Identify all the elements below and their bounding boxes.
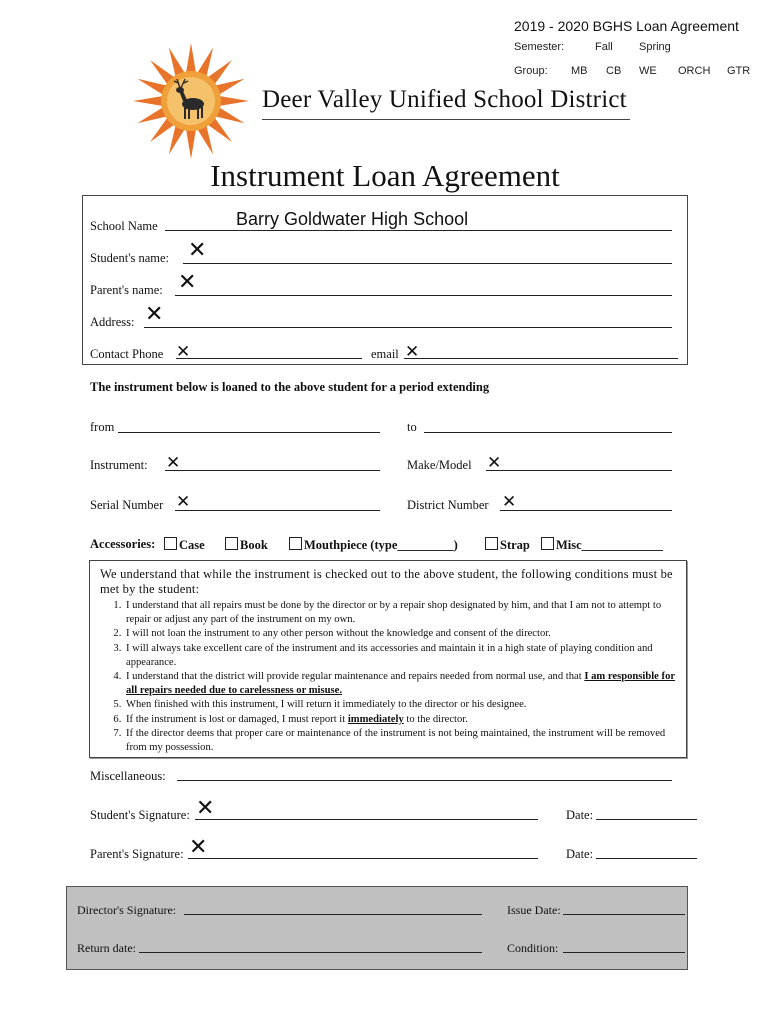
instrument-line[interactable] (165, 470, 380, 471)
parent-signature-line[interactable] (188, 858, 538, 859)
student-date-label: Date: (566, 808, 594, 822)
address-line[interactable] (144, 327, 672, 328)
student-signature-x-mark: ✕ (196, 796, 215, 821)
district-name: Deer Valley Unified School District (262, 86, 627, 113)
from-label: from (90, 420, 115, 434)
parent-signature-label: Parent's Signature: (90, 847, 184, 861)
school-name-value[interactable]: Barry Goldwater High School (236, 209, 469, 229)
term-item-5: 5. When finished with this instrument, I will return it immediately to the director or his designee. (124, 698, 676, 712)
term-item-2: 2. I will not loan the instrument to any other person without the knowledge and consent of the director. (124, 627, 676, 641)
group-label: Group: (514, 65, 548, 77)
serial-number-line[interactable] (175, 510, 380, 511)
accessory-case[interactable]: Case (164, 537, 205, 553)
contact-phone-label: Contact Phone (90, 347, 164, 361)
immediately-emphasis: immediately (347, 713, 404, 725)
make-model-x-mark: ✕ (487, 453, 502, 473)
terms-intro: We understand that while the instrument is checked out to the above student, the following conditions must be met by the student: (100, 567, 673, 596)
contact-phone-x-mark: ✕ (176, 342, 191, 362)
term-item-4: 4. I understand that the district will provide regular maintenance and repairs needed from normal use, and that I am responsible for all repairs needed due to carelessness or misuse. (124, 670, 676, 698)
semester-label: Semester: (514, 41, 565, 53)
miscellaneous-label: Miscellaneous: (90, 769, 166, 783)
case-checkbox[interactable] (164, 537, 177, 550)
return-date-line[interactable] (139, 952, 482, 953)
accessory-strap[interactable]: Strap (485, 537, 530, 553)
loan-period-intro: The instrument below is loaned to the above student for a period extending (90, 380, 490, 394)
email-line[interactable] (404, 358, 678, 359)
instrument-x-mark: ✕ (166, 453, 181, 473)
serial-number-label: Serial Number (90, 498, 164, 512)
parent-name-label: Parent's name: (90, 283, 163, 297)
make-model-line[interactable] (486, 470, 672, 471)
contact-phone-line[interactable] (176, 358, 362, 359)
office-use-box (66, 886, 688, 970)
address-label: Address: (90, 315, 135, 329)
parent-date-label: Date: (566, 847, 594, 861)
student-signature-line[interactable] (195, 819, 538, 820)
group-option-mb[interactable]: MB (571, 65, 588, 77)
terms-box (89, 560, 687, 758)
loan-agreement-year-title: 2019 - 2020 BGHS Loan Agreement (514, 18, 739, 34)
school-name-line[interactable] (165, 230, 672, 231)
district-number-x-mark: ✕ (502, 492, 517, 512)
accessories-label: Accessories: (90, 537, 156, 551)
school-name-label: School Name (90, 219, 158, 233)
student-signature-label: Student's Signature: (90, 808, 190, 822)
miscellaneous-line[interactable] (177, 780, 672, 781)
terms-list (100, 599, 676, 755)
book-checkbox[interactable] (225, 537, 238, 550)
student-date-line[interactable] (596, 819, 697, 820)
term-item-1: 1. I understand that all repairs must be done by the director or by a repair shop designated by him, and that I am not to attempt to repair or adjust any part of the instrument on my own. (124, 599, 676, 627)
parent-name-x-mark: ✕ (178, 270, 197, 295)
strap-checkbox[interactable] (485, 537, 498, 550)
term-item-6: 6. If the instrument is lost or damaged, I must report it immediately to the director. (124, 713, 676, 727)
district-number-label: District Number (407, 498, 489, 512)
email-label: email (371, 347, 399, 361)
from-date-line[interactable] (118, 432, 380, 433)
email-x-mark: ✕ (405, 342, 420, 362)
term-item-7: 7. If the director deems that proper care or maintenance of the instrument is not being maintained, the instrument will be removed from my possession. (124, 727, 676, 755)
issue-date-label: Issue Date: (507, 903, 561, 917)
misc-checkbox[interactable] (541, 537, 554, 550)
group-option-gtr[interactable]: GTR (727, 65, 751, 77)
address-x-mark: ✕ (145, 302, 164, 327)
term-item-3: 3. I will always take excellent care of the instrument and its accessories and maintain it in a high state of playing condition and appearance. (124, 642, 676, 670)
mouthpiece-checkbox[interactable] (289, 537, 302, 550)
student-name-x-mark: ✕ (188, 238, 207, 263)
parent-signature-x-mark: ✕ (189, 835, 208, 860)
director-signature-label: Director's Signature: (77, 903, 177, 917)
responsibility-clause: I am responsible for all repairs needed due to carelessness or misuse. (126, 671, 676, 697)
group-option-cb[interactable]: CB (606, 65, 622, 77)
director-signature-line[interactable] (184, 914, 482, 915)
accessory-misc[interactable]: Misc_____________ (541, 537, 663, 553)
parent-name-line[interactable] (175, 295, 672, 296)
document-title: Instrument Loan Agreement (210, 158, 560, 193)
semester-option-spring[interactable]: Spring (639, 41, 671, 53)
group-option-orch[interactable]: ORCH (678, 65, 711, 77)
student-name-label: Student's name: (90, 251, 169, 265)
condition-label: Condition: (507, 941, 559, 955)
make-model-label: Make/Model (407, 458, 472, 472)
accessory-mouthpiece[interactable]: Mouthpiece (type_________) (289, 537, 458, 553)
condition-line[interactable] (563, 952, 685, 953)
to-label: to (407, 420, 417, 434)
sun-deer-logo-icon (133, 42, 251, 160)
student-name-line[interactable] (183, 263, 672, 264)
to-date-line[interactable] (424, 432, 672, 433)
instrument-label: Instrument: (90, 458, 148, 472)
semester-option-fall[interactable]: Fall (595, 41, 613, 53)
serial-number-x-mark: ✕ (176, 492, 191, 512)
district-underline (262, 119, 630, 120)
accessory-book[interactable]: Book (225, 537, 268, 553)
return-date-label: Return date: (77, 941, 136, 955)
group-option-we[interactable]: WE (639, 65, 657, 77)
district-number-line[interactable] (500, 510, 672, 511)
parent-date-line[interactable] (596, 858, 697, 859)
issue-date-line[interactable] (563, 914, 685, 915)
